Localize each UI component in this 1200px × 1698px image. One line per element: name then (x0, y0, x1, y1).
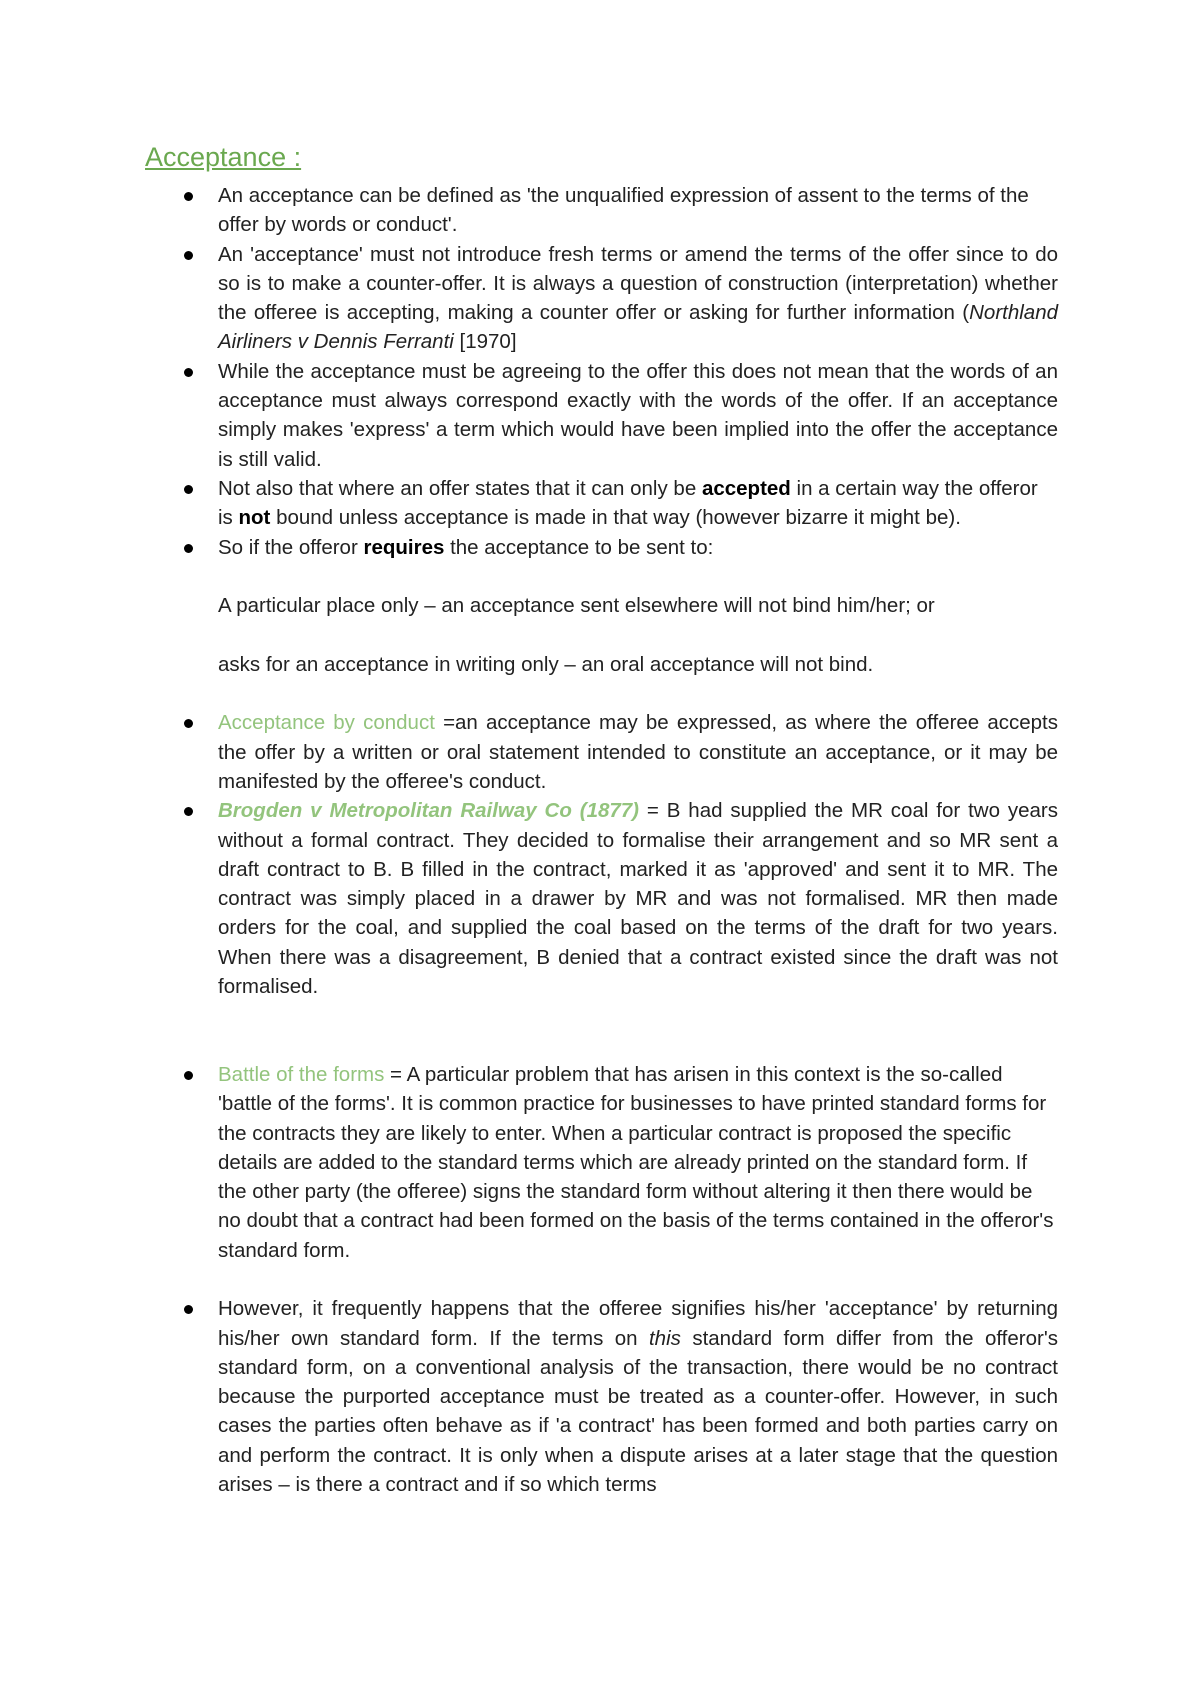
bullet-icon (184, 192, 193, 201)
bullet-icon (184, 251, 193, 260)
paragraph-counter-forms: However, it frequently happens that the offeree signifies his/her 'acceptance' by returning his/her own standard form. If the terms on this standard form differ from the offeror's standard form, on a conventional analysis of the transaction, there would be no contract because the purported acceptance must be treated as a counter-offer. However, in such cases the parties often behave as if 'a contract' has been formed and both parties carry on and perform the contract. It is only when a dispute arises at a later stage that the question arises – is there a contract and if so which terms (218, 1297, 1058, 1497)
bullet-icon (184, 485, 193, 494)
paragraph-definition: An acceptance can be defined as 'the unqualified expression of assent to the terms of the offer by words or conduct'. (218, 184, 1029, 237)
list-item (0, 708, 1200, 796)
paragraph-brogden-case: Brogden v Metropolitan Railway Co (1877) = B had supplied the MR coal for two years without a formal contract. They decided to formalise their arrangement and so MR sent a draft contract to B. B filled in the contract, marked it as 'approved' and sent it to MR. The contract was simply placed in a drawer by MR and was not formalised. MR then made orders for the coal, and supplied the coal based on the terms of the draft for two years. When there was a disagreement, B denied that a contract existed since the draft was not formalised. (218, 799, 1058, 999)
list-item (0, 357, 1200, 474)
list-item (0, 533, 1200, 562)
term-label: Battle of the forms (218, 1062, 385, 1086)
case-label: Brogden v Metropolitan Railway Co (1877) (218, 799, 640, 823)
paragraph-requirements: So if the offeror requires the acceptance to be sent to: (218, 535, 714, 559)
bullet-icon (184, 368, 193, 377)
list-item (0, 240, 1200, 357)
bullet-icon (184, 1071, 193, 1080)
bullet-icon (184, 807, 193, 816)
bullet-icon (184, 1305, 193, 1314)
list-item (0, 1294, 1200, 1499)
bullet-icon (184, 544, 193, 553)
paragraph-battle-of-forms: Battle of the forms = A particular problem that has arisen in this context is the so-called 'battle of the forms'. It is common practice for businesses to have printed standard forms for the contracts they are likely to enter. When a particular contract is proposed the specific details are added to the standard terms which are already printed on the standard form. If the other party (the offeree) signs the standard form without altering it then there would be no doubt that a contract had been formed on the basis of the terms contained in the offeror's standard form. (218, 1062, 1054, 1262)
document-body (0, 181, 1200, 1499)
bullet-icon (184, 719, 193, 728)
requirement-place: A particular place only – an acceptance sent elsewhere will not bind him/her; or (218, 594, 935, 618)
paragraph-acceptance-by-conduct: Acceptance by conduct =an acceptance may be expressed, as where the offeree accepts the offer by a written or oral statement intended to constitute an acceptance, or it may be manifested by the offeree's conduct. (218, 711, 1059, 793)
paragraph-prescribed-method: Not also that where an offer states that it can only be accepted in a certain way the offeror is not bound unless acceptance is made in that way (however bizarre it might be). (218, 476, 1038, 530)
list-item (0, 181, 1200, 240)
page-heading: Acceptance : (145, 142, 302, 172)
list-item (0, 1060, 1200, 1265)
list-item (0, 796, 1200, 1001)
paragraph-correspondence: While the acceptance must be agreeing to the offer this does not mean that the words of an acceptance must always correspond exactly with the words of the offer. If an acceptance simply makes 'express' a term which would have been implied into the offer the acceptance is still valid. (218, 359, 1058, 471)
list-item (0, 474, 1200, 533)
paragraph-counter-offer: An 'acceptance' must not introduce fresh terms or amend the terms of the offer since to do so is to make a counter-offer. It is always a question of construction (interpretation) whether the offeree is accepting, making a counter offer or asking for further information (Northland Airliners v Dennis Ferranti [1970] (218, 242, 1058, 354)
term-label: Acceptance by conduct (218, 711, 435, 735)
requirement-writing: asks for an acceptance in writing only – an oral acceptance will not bind. (218, 652, 874, 676)
case-citation: Northland Airliners v Dennis Ferranti (218, 301, 1058, 354)
